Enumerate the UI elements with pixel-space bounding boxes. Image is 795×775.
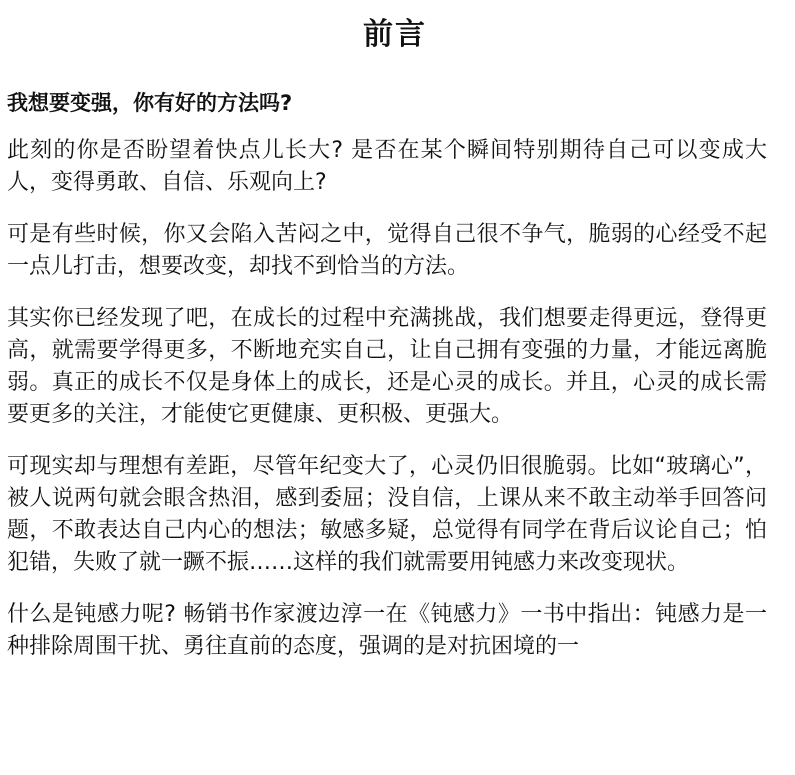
paragraph-1: 此刻的你是否盼望着快点儿长大? 是否在某个瞬间特别期待自己可以变成大人，变得勇敢、自信、乐观向上? [7, 138, 767, 195]
paragraph-4: 可现实却与理想有差距，尽管年纪变大了，心灵仍旧很脆弱。比如“玻璃心”，被人说两句就会眼含热泪，感到委屈；没自信，上课从来不敢主动举手回答问题，不敢表达自己内心的想法；敏感多疑，总觉得有同学在背后议论自己；怕犯错，失败了就一蹶不振……这样的我们就需要用钝感力来改变现状。 [7, 454, 767, 575]
section-heading: 我想要变强，你有好的方法吗? [7, 91, 293, 115]
paragraph-3: 其实你已经发现了吧，在成长的过程中充满挑战，我们想要走得更远，登得更高，就需要学得更多，不断地充实自己，让自己拥有变强的力量，才能远离脆弱。真正的成长不仅是身体上的成长，还是心灵的成长。并且，心灵的成长需要更多的关注，才能使它更健康、更积极、更强大。 [7, 306, 767, 427]
document-page [7, 0, 767, 663]
page-title: 前言 [363, 17, 427, 52]
paragraph-2: 可是有些时候，你又会陷入苦闷之中，觉得自己很不争气，脆弱的心经受不起一点儿打击，想要改变，却找不到恰当的方法。 [7, 222, 767, 279]
paragraph-5: 什么是钝感力呢? 畅销书作家渡边淳一在《钝感力》一书中指出：钝感力是一种排除周围干扰、勇往直前的态度，强调的是对抗困境的一 [7, 602, 767, 659]
